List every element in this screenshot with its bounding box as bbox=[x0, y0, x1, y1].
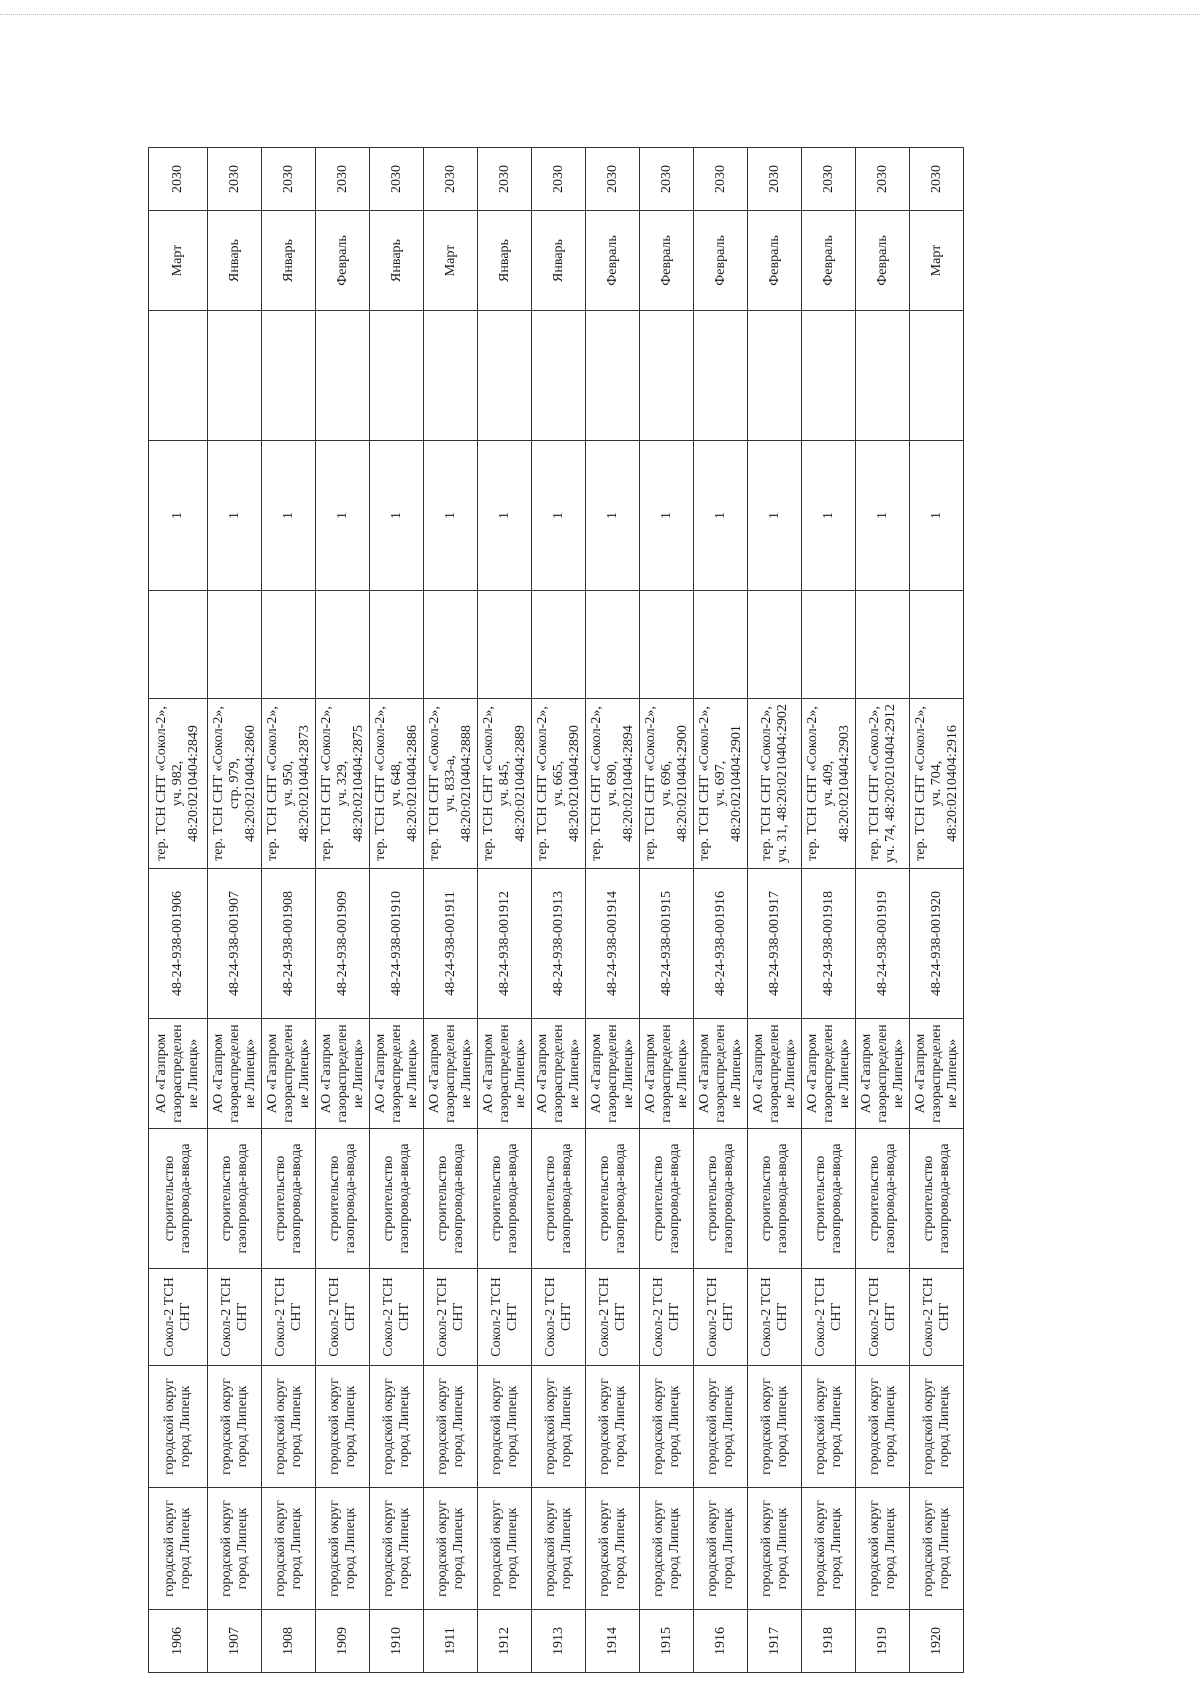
cell-locality: Сокол-2 ТСН СНТ bbox=[424, 1269, 478, 1366]
cell-quantity: 1 bbox=[802, 441, 856, 591]
cell-organization: АО «Газпром газораспределение Липецк» bbox=[748, 1019, 802, 1129]
cell-row-number: 1906 bbox=[149, 1610, 208, 1673]
table-body bbox=[149, 148, 964, 1673]
cell-organization: АО «Газпром газораспределение Липецк» bbox=[640, 1019, 694, 1129]
cell-settlement: городской округ город Липецк bbox=[640, 1366, 694, 1488]
cell-object-code: 48-24-938-001913 bbox=[532, 869, 586, 1019]
cell-work-type: строительство газопровода-ввода bbox=[316, 1129, 370, 1269]
cell-month: Январь bbox=[208, 211, 262, 311]
cell-settlement: городской округ город Липецк bbox=[208, 1366, 262, 1488]
cell-empty bbox=[910, 591, 964, 699]
cell-row-number: 1915 bbox=[640, 1610, 694, 1673]
cell-organization: АО «Газпром газораспределение Липецк» bbox=[208, 1019, 262, 1129]
cell-organization: АО «Газпром газораспределение Липецк» bbox=[316, 1019, 370, 1129]
cell-year: 2030 bbox=[802, 148, 856, 211]
cell-month: Январь bbox=[478, 211, 532, 311]
cell-month: Март bbox=[424, 211, 478, 311]
cell-district: городской округ город Липецк bbox=[370, 1488, 424, 1610]
cell-district: городской округ город Липецк bbox=[424, 1488, 478, 1610]
cell-district: городской округ город Липецк bbox=[532, 1488, 586, 1610]
cell-empty bbox=[586, 591, 640, 699]
cell-district: городской округ город Липецк bbox=[748, 1488, 802, 1610]
cell-settlement: городской округ город Липецк bbox=[316, 1366, 370, 1488]
cell-row-number: 1907 bbox=[208, 1610, 262, 1673]
cell-quantity: 1 bbox=[262, 441, 316, 591]
cell-work-type: строительство газопровода-ввода bbox=[478, 1129, 532, 1269]
table-row bbox=[910, 148, 964, 1673]
cell-organization: АО «Газпром газораспределение Липецк» bbox=[856, 1019, 910, 1129]
cell-address: тер. ТСН СНТ «Сокол-2», уч. 329, 48:20:0210404:2875 bbox=[316, 699, 370, 869]
cell-year: 2030 bbox=[208, 148, 262, 211]
cell-object-code: 48-24-938-001912 bbox=[478, 869, 532, 1019]
cell-address: тер. ТСН СНТ «Сокол-2», стр. 979, 48:20:0210404:2860 bbox=[208, 699, 262, 869]
cell-settlement: городской округ город Липецк bbox=[532, 1366, 586, 1488]
table-row bbox=[424, 148, 478, 1673]
cell-empty bbox=[910, 311, 964, 441]
cell-work-type: строительство газопровода-ввода bbox=[586, 1129, 640, 1269]
cell-organization: АО «Газпром газораспределение Липецк» bbox=[149, 1019, 208, 1129]
cell-row-number: 1919 bbox=[856, 1610, 910, 1673]
cell-year: 2030 bbox=[316, 148, 370, 211]
cell-district: городской округ город Липецк bbox=[586, 1488, 640, 1610]
cell-empty bbox=[802, 591, 856, 699]
cell-quantity: 1 bbox=[694, 441, 748, 591]
cell-row-number: 1911 bbox=[424, 1610, 478, 1673]
cell-year: 2030 bbox=[532, 148, 586, 211]
cell-empty bbox=[478, 591, 532, 699]
cell-row-number: 1908 bbox=[262, 1610, 316, 1673]
cell-empty bbox=[532, 591, 586, 699]
cell-work-type: строительство газопровода-ввода bbox=[262, 1129, 316, 1269]
cell-locality: Сокол-2 ТСН СНТ bbox=[208, 1269, 262, 1366]
cell-district: городской округ город Липецк bbox=[640, 1488, 694, 1610]
cell-locality: Сокол-2 ТСН СНТ bbox=[694, 1269, 748, 1366]
cell-object-code: 48-24-938-001908 bbox=[262, 869, 316, 1019]
cell-work-type: строительство газопровода-ввода bbox=[370, 1129, 424, 1269]
table-row bbox=[316, 148, 370, 1673]
cell-address: тер. ТСН СНТ «Сокол-2», уч. 409, 48:20:0210404:2903 bbox=[802, 699, 856, 869]
cell-work-type: строительство газопровода-ввода bbox=[149, 1129, 208, 1269]
cell-quantity: 1 bbox=[149, 441, 208, 591]
cell-row-number: 1916 bbox=[694, 1610, 748, 1673]
cell-organization: АО «Газпром газораспределение Липецк» bbox=[802, 1019, 856, 1129]
cell-empty bbox=[370, 311, 424, 441]
cell-month: Январь bbox=[532, 211, 586, 311]
cell-object-code: 48-24-938-001920 bbox=[910, 869, 964, 1019]
cell-quantity: 1 bbox=[478, 441, 532, 591]
cell-month: Февраль bbox=[316, 211, 370, 311]
cell-empty bbox=[586, 311, 640, 441]
cell-address: тер. ТСН СНТ «Сокол-2», уч. 704, 48:20:0210404:2916 bbox=[910, 699, 964, 869]
cell-work-type: строительство газопровода-ввода bbox=[748, 1129, 802, 1269]
cell-district: городской округ город Липецк bbox=[316, 1488, 370, 1610]
cell-year: 2030 bbox=[910, 148, 964, 211]
table-row bbox=[586, 148, 640, 1673]
cell-month: Январь bbox=[370, 211, 424, 311]
table-row bbox=[802, 148, 856, 1673]
cell-year: 2030 bbox=[694, 148, 748, 211]
cell-empty bbox=[149, 591, 208, 699]
cell-object-code: 48-24-938-001906 bbox=[149, 869, 208, 1019]
cell-settlement: городской округ город Липецк bbox=[856, 1366, 910, 1488]
cell-object-code: 48-24-938-001917 bbox=[748, 869, 802, 1019]
cell-row-number: 1910 bbox=[370, 1610, 424, 1673]
cell-quantity: 1 bbox=[586, 441, 640, 591]
cell-month: Февраль bbox=[802, 211, 856, 311]
cell-district: городской округ город Липецк bbox=[856, 1488, 910, 1610]
cell-year: 2030 bbox=[262, 148, 316, 211]
cell-empty bbox=[802, 311, 856, 441]
cell-locality: Сокол-2 ТСН СНТ bbox=[316, 1269, 370, 1366]
cell-object-code: 48-24-938-001918 bbox=[802, 869, 856, 1019]
cell-quantity: 1 bbox=[316, 441, 370, 591]
cell-settlement: городской округ город Липецк bbox=[262, 1366, 316, 1488]
cell-empty bbox=[640, 591, 694, 699]
cell-empty bbox=[316, 311, 370, 441]
cell-object-code: 48-24-938-001919 bbox=[856, 869, 910, 1019]
cell-object-code: 48-24-938-001907 bbox=[208, 869, 262, 1019]
cell-empty bbox=[262, 591, 316, 699]
cell-year: 2030 bbox=[640, 148, 694, 211]
cell-empty bbox=[856, 311, 910, 441]
cell-locality: Сокол-2 ТСН СНТ bbox=[586, 1269, 640, 1366]
cell-month: Февраль bbox=[694, 211, 748, 311]
cell-object-code: 48-24-938-001911 bbox=[424, 869, 478, 1019]
cell-row-number: 1913 bbox=[532, 1610, 586, 1673]
cell-empty bbox=[856, 591, 910, 699]
cell-work-type: строительство газопровода-ввода bbox=[910, 1129, 964, 1269]
cell-work-type: строительство газопровода-ввода bbox=[694, 1129, 748, 1269]
table-row bbox=[149, 148, 208, 1673]
cell-work-type: строительство газопровода-ввода bbox=[208, 1129, 262, 1269]
cell-district: городской округ город Липецк bbox=[208, 1488, 262, 1610]
cell-empty bbox=[424, 591, 478, 699]
cell-organization: АО «Газпром газораспределение Липецк» bbox=[694, 1019, 748, 1129]
cell-year: 2030 bbox=[856, 148, 910, 211]
cell-district: городской округ город Липецк bbox=[910, 1488, 964, 1610]
cell-quantity: 1 bbox=[208, 441, 262, 591]
table-row bbox=[478, 148, 532, 1673]
cell-month: Январь bbox=[262, 211, 316, 311]
cell-address: тер. ТСН СНТ «Сокол-2», уч. 982, 48:20:0210404:2849 bbox=[149, 699, 208, 869]
cell-empty bbox=[748, 591, 802, 699]
table-row bbox=[694, 148, 748, 1673]
cell-row-number: 1917 bbox=[748, 1610, 802, 1673]
cell-locality: Сокол-2 ТСН СНТ bbox=[478, 1269, 532, 1366]
cell-work-type: строительство газопровода-ввода bbox=[424, 1129, 478, 1269]
cell-settlement: городской округ город Липецк bbox=[910, 1366, 964, 1488]
cell-month: Февраль bbox=[856, 211, 910, 311]
cell-locality: Сокол-2 ТСН СНТ bbox=[262, 1269, 316, 1366]
cell-address: тер. ТСН СНТ «Сокол-2», уч. 833-а, 48:20:0210404:2888 bbox=[424, 699, 478, 869]
cell-address: тер. ТСН СНТ «Сокол-2», уч. 696, 48:20:0210404:2900 bbox=[640, 699, 694, 869]
cell-address: тер. ТСН СНТ «Сокол-2», уч. 648, 48:20:0210404:2886 bbox=[370, 699, 424, 869]
cell-quantity: 1 bbox=[370, 441, 424, 591]
cell-row-number: 1912 bbox=[478, 1610, 532, 1673]
cell-work-type: строительство газопровода-ввода bbox=[640, 1129, 694, 1269]
cell-locality: Сокол-2 ТСН СНТ bbox=[748, 1269, 802, 1366]
cell-row-number: 1918 bbox=[802, 1610, 856, 1673]
cell-object-code: 48-24-938-001914 bbox=[586, 869, 640, 1019]
cell-empty bbox=[424, 311, 478, 441]
rotated-table-wrapper bbox=[148, 148, 963, 1673]
cell-year: 2030 bbox=[586, 148, 640, 211]
cell-object-code: 48-24-938-001916 bbox=[694, 869, 748, 1019]
cell-year: 2030 bbox=[424, 148, 478, 211]
cell-work-type: строительство газопровода-ввода bbox=[802, 1129, 856, 1269]
cell-year: 2030 bbox=[370, 148, 424, 211]
cell-empty bbox=[640, 311, 694, 441]
cell-empty bbox=[208, 311, 262, 441]
cell-locality: Сокол-2 ТСН СНТ bbox=[640, 1269, 694, 1366]
cell-row-number: 1909 bbox=[316, 1610, 370, 1673]
table-row bbox=[640, 148, 694, 1673]
cell-quantity: 1 bbox=[910, 441, 964, 591]
cell-quantity: 1 bbox=[748, 441, 802, 591]
cell-settlement: городской округ город Липецк bbox=[586, 1366, 640, 1488]
cell-district: городской округ город Липецк bbox=[262, 1488, 316, 1610]
gas-connection-register-table bbox=[148, 147, 964, 1673]
cell-settlement: городской округ город Липецк bbox=[149, 1366, 208, 1488]
cell-quantity: 1 bbox=[640, 441, 694, 591]
cell-settlement: городской округ город Липецк bbox=[802, 1366, 856, 1488]
cell-row-number: 1914 bbox=[586, 1610, 640, 1673]
scan-top-rule bbox=[0, 14, 1200, 15]
cell-empty bbox=[532, 311, 586, 441]
cell-locality: Сокол-2 ТСН СНТ bbox=[910, 1269, 964, 1366]
cell-month: Март bbox=[149, 211, 208, 311]
cell-settlement: городской округ город Липецк bbox=[370, 1366, 424, 1488]
cell-organization: АО «Газпром газораспределение Липецк» bbox=[370, 1019, 424, 1129]
cell-address: тер. ТСН СНТ «Сокол-2», уч. 697, 48:20:0210404:2901 bbox=[694, 699, 748, 869]
cell-month: Февраль bbox=[586, 211, 640, 311]
cell-year: 2030 bbox=[149, 148, 208, 211]
cell-quantity: 1 bbox=[856, 441, 910, 591]
cell-locality: Сокол-2 ТСН СНТ bbox=[856, 1269, 910, 1366]
cell-object-code: 48-24-938-001909 bbox=[316, 869, 370, 1019]
cell-month: Февраль bbox=[748, 211, 802, 311]
cell-quantity: 1 bbox=[532, 441, 586, 591]
cell-organization: АО «Газпром газораспределение Липецк» bbox=[910, 1019, 964, 1129]
cell-settlement: городской округ город Липецк bbox=[478, 1366, 532, 1488]
cell-address: тер. ТСН СНТ «Сокол-2», уч. 845, 48:20:0210404:2889 bbox=[478, 699, 532, 869]
cell-locality: Сокол-2 ТСН СНТ bbox=[532, 1269, 586, 1366]
table-row bbox=[748, 148, 802, 1673]
cell-quantity: 1 bbox=[424, 441, 478, 591]
cell-settlement: городской округ город Липецк bbox=[424, 1366, 478, 1488]
cell-empty bbox=[478, 311, 532, 441]
cell-row-number: 1920 bbox=[910, 1610, 964, 1673]
cell-empty bbox=[370, 591, 424, 699]
cell-organization: АО «Газпром газораспределение Липецк» bbox=[424, 1019, 478, 1129]
cell-locality: Сокол-2 ТСН СНТ bbox=[370, 1269, 424, 1366]
cell-organization: АО «Газпром газораспределение Липецк» bbox=[586, 1019, 640, 1129]
cell-empty bbox=[694, 311, 748, 441]
cell-district: городской округ город Липецк bbox=[149, 1488, 208, 1610]
cell-year: 2030 bbox=[748, 148, 802, 211]
cell-settlement: городской округ город Липецк bbox=[748, 1366, 802, 1488]
cell-organization: АО «Газпром газораспределение Липецк» bbox=[262, 1019, 316, 1129]
cell-month: Март bbox=[910, 211, 964, 311]
cell-empty bbox=[316, 591, 370, 699]
cell-district: городской округ город Липецк bbox=[802, 1488, 856, 1610]
cell-work-type: строительство газопровода-ввода bbox=[532, 1129, 586, 1269]
cell-locality: Сокол-2 ТСН СНТ bbox=[149, 1269, 208, 1366]
cell-empty bbox=[208, 591, 262, 699]
cell-empty bbox=[262, 311, 316, 441]
cell-address: тер. ТСН СНТ «Сокол-2», уч. 665, 48:20:0210404:2890 bbox=[532, 699, 586, 869]
cell-address: тер. ТСН СНТ «Сокол-2», уч. 950, 48:20:0210404:2873 bbox=[262, 699, 316, 869]
cell-district: городской округ город Липецк bbox=[478, 1488, 532, 1610]
cell-locality: Сокол-2 ТСН СНТ bbox=[802, 1269, 856, 1366]
cell-empty bbox=[694, 591, 748, 699]
cell-address: тер. ТСН СНТ «Сокол-2», уч. 31, 48:20:0210404:2902 bbox=[748, 699, 802, 869]
cell-organization: АО «Газпром газораспределение Липецк» bbox=[532, 1019, 586, 1129]
table-row bbox=[370, 148, 424, 1673]
cell-empty bbox=[149, 311, 208, 441]
cell-address: тер. ТСН СНТ «Сокол-2», уч. 690, 48:20:0210404:2894 bbox=[586, 699, 640, 869]
cell-empty bbox=[748, 311, 802, 441]
cell-organization: АО «Газпром газораспределение Липецк» bbox=[478, 1019, 532, 1129]
cell-year: 2030 bbox=[478, 148, 532, 211]
table-row bbox=[856, 148, 910, 1673]
cell-object-code: 48-24-938-001910 bbox=[370, 869, 424, 1019]
cell-settlement: городской округ город Липецк bbox=[694, 1366, 748, 1488]
cell-address: тер. ТСН СНТ «Сокол-2», уч. 74, 48:20:0210404:2912 bbox=[856, 699, 910, 869]
cell-object-code: 48-24-938-001915 bbox=[640, 869, 694, 1019]
table-row bbox=[262, 148, 316, 1673]
table-row bbox=[208, 148, 262, 1673]
cell-work-type: строительство газопровода-ввода bbox=[856, 1129, 910, 1269]
cell-month: Февраль bbox=[640, 211, 694, 311]
table-row bbox=[532, 148, 586, 1673]
cell-district: городской округ город Липецк bbox=[694, 1488, 748, 1610]
